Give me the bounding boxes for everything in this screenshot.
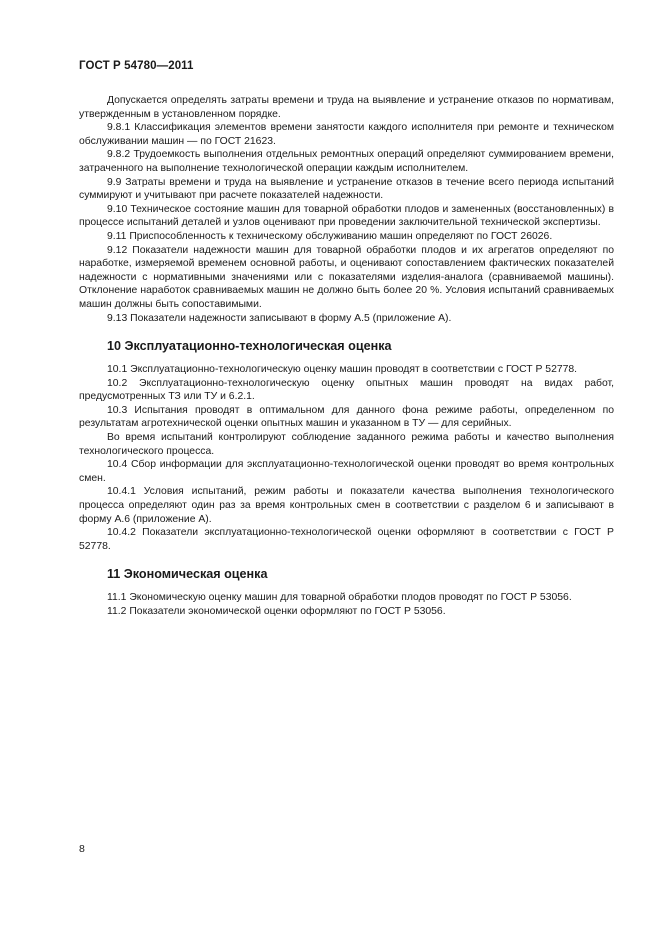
paragraph: 9.8.2 Трудоемкость выполнения отдельных ремонтных операций определяют суммированием времени, затраченного на выполнение технологической операции каждым исполнителем. <box>79 149 614 174</box>
paragraph: 9.13 Показатели надежности записывают в форму А.5 (приложение А). <box>107 312 452 324</box>
paragraph: 10.4 Сбор информации для эксплуатационно-технологической оценки проводят во время контрольных смен. <box>79 459 614 484</box>
paragraph: 10.4.1 Условия испытаний, режим работы и показатели качества выполнения технологического процесса определяют один раз за время контрольных смен в соответствии с разделом 6 и записывают в форму А.6 (приложение А). <box>79 486 614 525</box>
paragraph: 10.2 Эксплуатационно-технологическую оценку опытных машин проводят на видах работ, предусмотренных ТЗ или ТУ и 6.2.1. <box>79 377 614 403</box>
paragraph: Допускается определять затраты времени и труда на выявление и устранение отказов по нормативам, утвержденным в установленном порядке. <box>79 95 614 120</box>
paragraph: 9.12 Показатели надежности машин для товарной обработки плодов и их агрегатов определяют по наработке, измеряемой временем основной работы, и оценивают сопоставлением фактических показателей надежности с нормативными значениями или с показателями изделия-аналога (сравниваемой машины). Отклонение наработок сравниваемых машин не должно быть более 20 %. Условия испытаний сравниваемых машин должны быть сопоставимыми. <box>79 244 614 310</box>
paragraph: 9.11 Приспособленность к техническому обслуживанию машин определяют по ГОСТ 26026. <box>107 230 553 242</box>
section-heading: 11 Экономическая оценка <box>107 567 268 582</box>
paragraph: 10.3 Испытания проводят в оптимальном для данного фона режиме работы, определенном по результатам агротехнической оценки опытных машин и указанном в ТУ — для серийных. <box>79 404 614 430</box>
paragraph: 9.10 Техническое состояние машин для товарной обработки плодов и замененных (восстановленных) в процессе испытаний деталей и узлов оценивают при проведении заключительной технической экспертизы. <box>79 203 614 229</box>
paragraph: 11.2 Показатели экономической оценки оформляют по ГОСТ Р 53056. <box>107 606 446 617</box>
page-number: 8 <box>79 843 85 855</box>
document-code: ГОСТ Р 54780—2011 <box>79 60 194 72</box>
paragraph: 9.9 Затраты времени и труда на выявление и устранение отказов в течение всего периода испытаний суммируют и учитывают при расчете показателей надежности. <box>79 176 614 202</box>
document-body <box>79 94 614 619</box>
paragraph: 11.1 Экономическую оценку машин для товарной обработки плодов проводят по ГОСТ Р 53056. <box>107 592 572 604</box>
section-heading: 10 Эксплуатационно-технологическая оценка <box>107 339 392 354</box>
paragraph: Во время испытаний контролируют соблюдение заданного режима работы и качество выполнения технологического процесса. <box>79 432 614 457</box>
paragraph: 10.1 Эксплуатационно-технологическую оценку машин проводят в соответствии с ГОСТ Р 52778. <box>107 364 578 376</box>
paragraph: 9.8.1 Классификация элементов времени занятости каждого исполнителя при ремонте и техническом обслуживании машин — по ГОСТ 21623. <box>79 122 614 147</box>
paragraph: 10.4.2 Показатели эксплуатационно-технологической оценки оформляют в соответствии с ГОСТ Р 52778. <box>79 527 614 552</box>
